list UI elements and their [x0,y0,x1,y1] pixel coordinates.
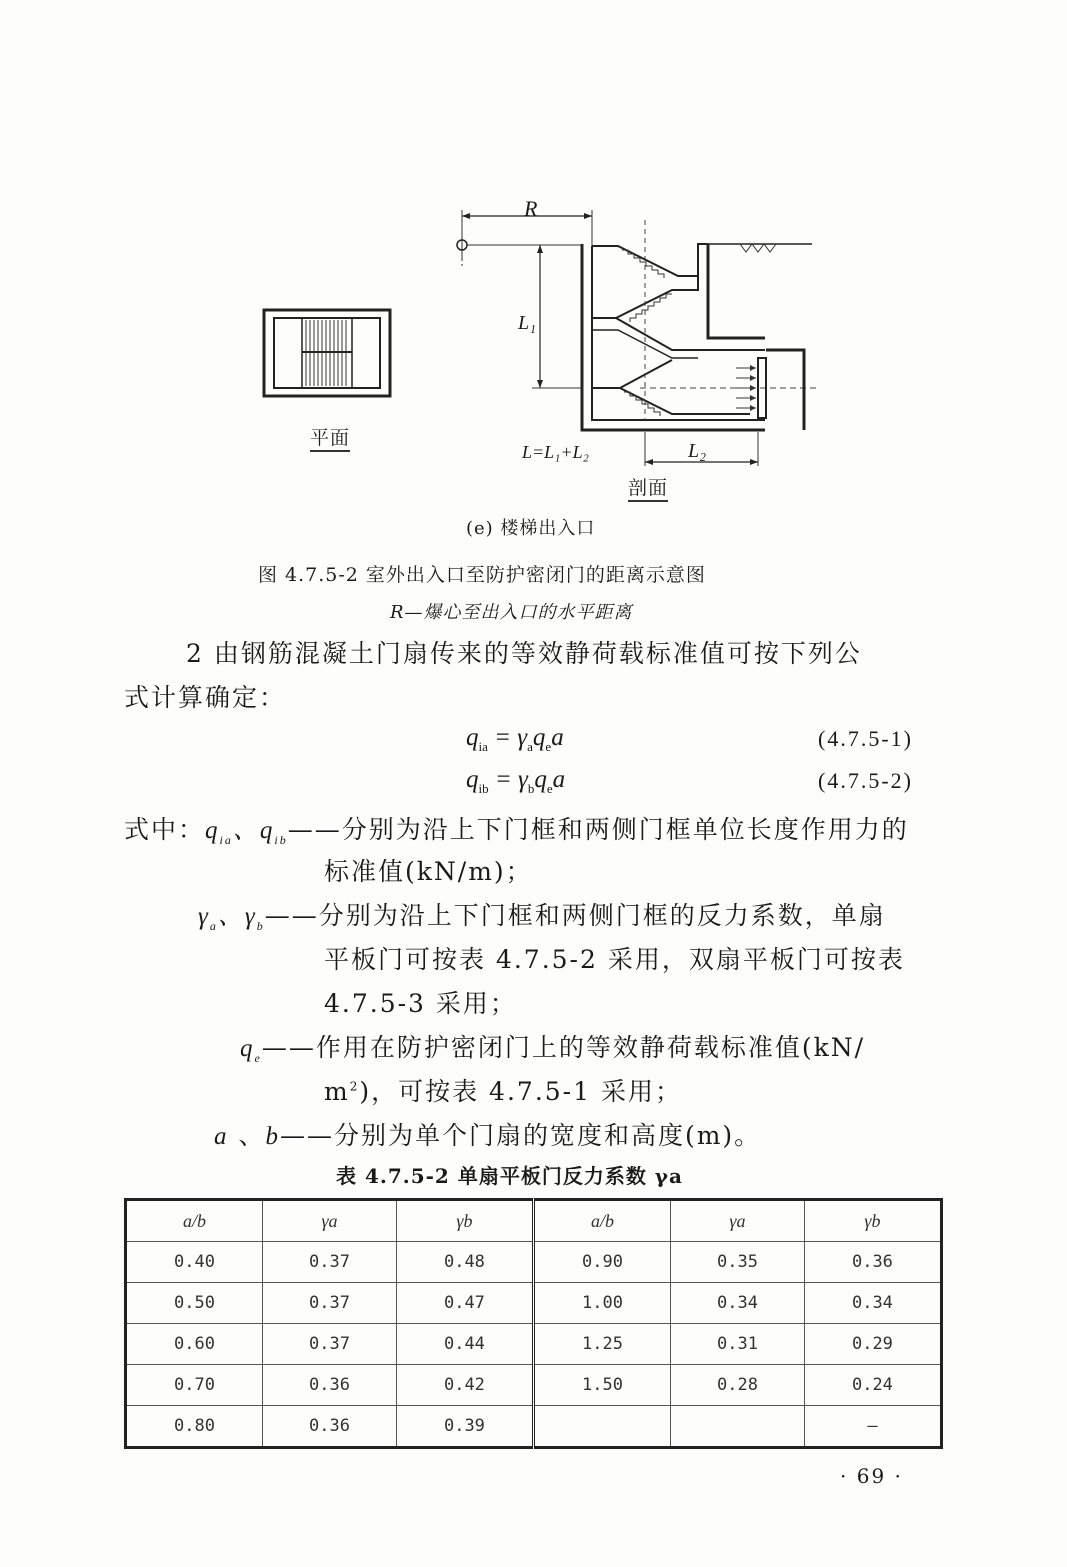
table-header-cell: a/b [126,1200,263,1242]
equation-2: $q_{ib} = \gamma_bq_ea$ [466,766,566,796]
table-header-cell: a/b [533,1200,670,1242]
table-cell: 0.47 [396,1283,533,1324]
table-cell: 0.39 [396,1406,533,1448]
table-cell: 0.70 [126,1365,263,1406]
table-cell: 0.37 [263,1283,397,1324]
table-cell: 0.37 [263,1242,397,1283]
page-number: · 69 · [840,1464,903,1488]
section-view-drawing [440,190,830,470]
table-row [126,1324,942,1365]
definition-4: a 、b——分别为单个门扇的宽度和高度(m)。 [214,1121,762,1150]
label-L1: L₁ [518,312,537,334]
table-cell: 0.40 [126,1242,263,1283]
plan-view-drawing [258,304,398,404]
table-cell: 0.24 [804,1365,941,1406]
table-cell: 0.34 [804,1283,941,1324]
figure-note: R—爆心至出入口的水平距离 [390,602,633,623]
table-cell: 1.25 [533,1324,670,1365]
paragraph-line-1: 2 由钢筋混凝土门扇传来的等效静荷载标准值可按下列公 [186,639,862,668]
figure-caption: 图 4.7.5-2 室外出入口至防护密闭门的距离示意图 [258,564,706,586]
definition-3-text-2: )，可按表 4.7.5-1 采用； [359,1077,682,1106]
definition-3-line-2: $m^2$)，可按表 4.7.5-1 采用； [324,1077,682,1106]
table-cell: 0.28 [671,1365,805,1406]
table-cell: 1.00 [533,1283,670,1324]
table-cell: 0.37 [263,1324,397,1365]
table-title: 表 4.7.5-2 单扇平板门反力系数 γa [336,1164,683,1188]
section-view-label: 剖面 [628,476,668,502]
label-L2: L₂ [688,440,707,462]
table-cell: 0.36 [263,1365,397,1406]
definition-3-text: ——作用在防护密闭门上的等效静荷载标准值(kN/ [261,1033,866,1062]
table-cell: 0.36 [804,1242,941,1283]
table-cell: 0.35 [671,1242,805,1283]
table-header-cell: γb [804,1200,941,1242]
table-cell: 0.29 [804,1324,941,1365]
definition-1-text: ——分别为沿上下门框和两侧门框单位长度作用力的 [287,815,909,844]
table-cell: 0.50 [126,1283,263,1324]
definition-3: $q_e——$作用在防护密闭门上的等效静荷载标准值(kN/ [240,1033,866,1065]
table-row [126,1283,942,1324]
reaction-coefficient-table [124,1198,943,1449]
table-header-row [126,1200,942,1242]
table-header-cell: γb [396,1200,533,1242]
table-cell: 0.36 [263,1406,397,1448]
table-cell [533,1406,670,1448]
table-cell: — [804,1406,941,1448]
definition-2-line-3: 4.7.5-3 采用； [324,989,517,1018]
table-header-cell: γa [263,1200,397,1242]
table-cell: 0.44 [396,1324,533,1365]
table-row [126,1242,942,1283]
definition-2-text: ——分别为沿上下门框和两侧门框的反力系数，单扇 [264,901,886,930]
definition-2: $\gamma_a$、$\gamma_b——$分别为沿上下门框和两侧门框的反力系数，单扇 [198,901,886,933]
table-cell: 0.60 [126,1324,263,1365]
definition-2-line-2: 平板门可按表 4.7.5-2 采用，双扇平板门可按表 [324,945,905,974]
equation-1: $q_{ia} = \gamma_aq_ea$ [466,724,564,754]
definition-4-text: ——分别为单个门扇的宽度和高度(m)。 [279,1121,762,1150]
definition-1-continued: 标准值(kN/m)； [324,857,533,886]
table-cell: 0.48 [396,1242,533,1283]
definition-prefix: 式中： [124,815,206,844]
equation-2-number: (4.7.5-2) [818,768,913,793]
label-L-formula: L=L₁+L₂ [522,442,589,462]
table-row [126,1406,942,1448]
definition-1: 式中：$q_{ia}$、$q_{ib}——$分别为沿上下门框和两侧门框单位长度作用力的 [124,815,909,847]
table-cell: 0.80 [126,1406,263,1448]
table-row [126,1365,942,1406]
table-cell: 0.90 [533,1242,670,1283]
plan-view-label: 平面 [310,426,350,452]
table-cell: 0.42 [396,1365,533,1406]
table-cell: 1.50 [533,1365,670,1406]
table-header-cell: γa [671,1200,805,1242]
table-cell: 0.34 [671,1283,805,1324]
label-R: R [524,196,538,221]
paragraph-line-2: 式计算确定： [124,683,287,712]
equation-1-number: (4.7.5-1) [818,726,913,751]
table-cell: 0.31 [671,1324,805,1365]
figure-subcaption: (e) 楼梯出入口 [466,518,596,539]
table-cell [671,1406,805,1448]
